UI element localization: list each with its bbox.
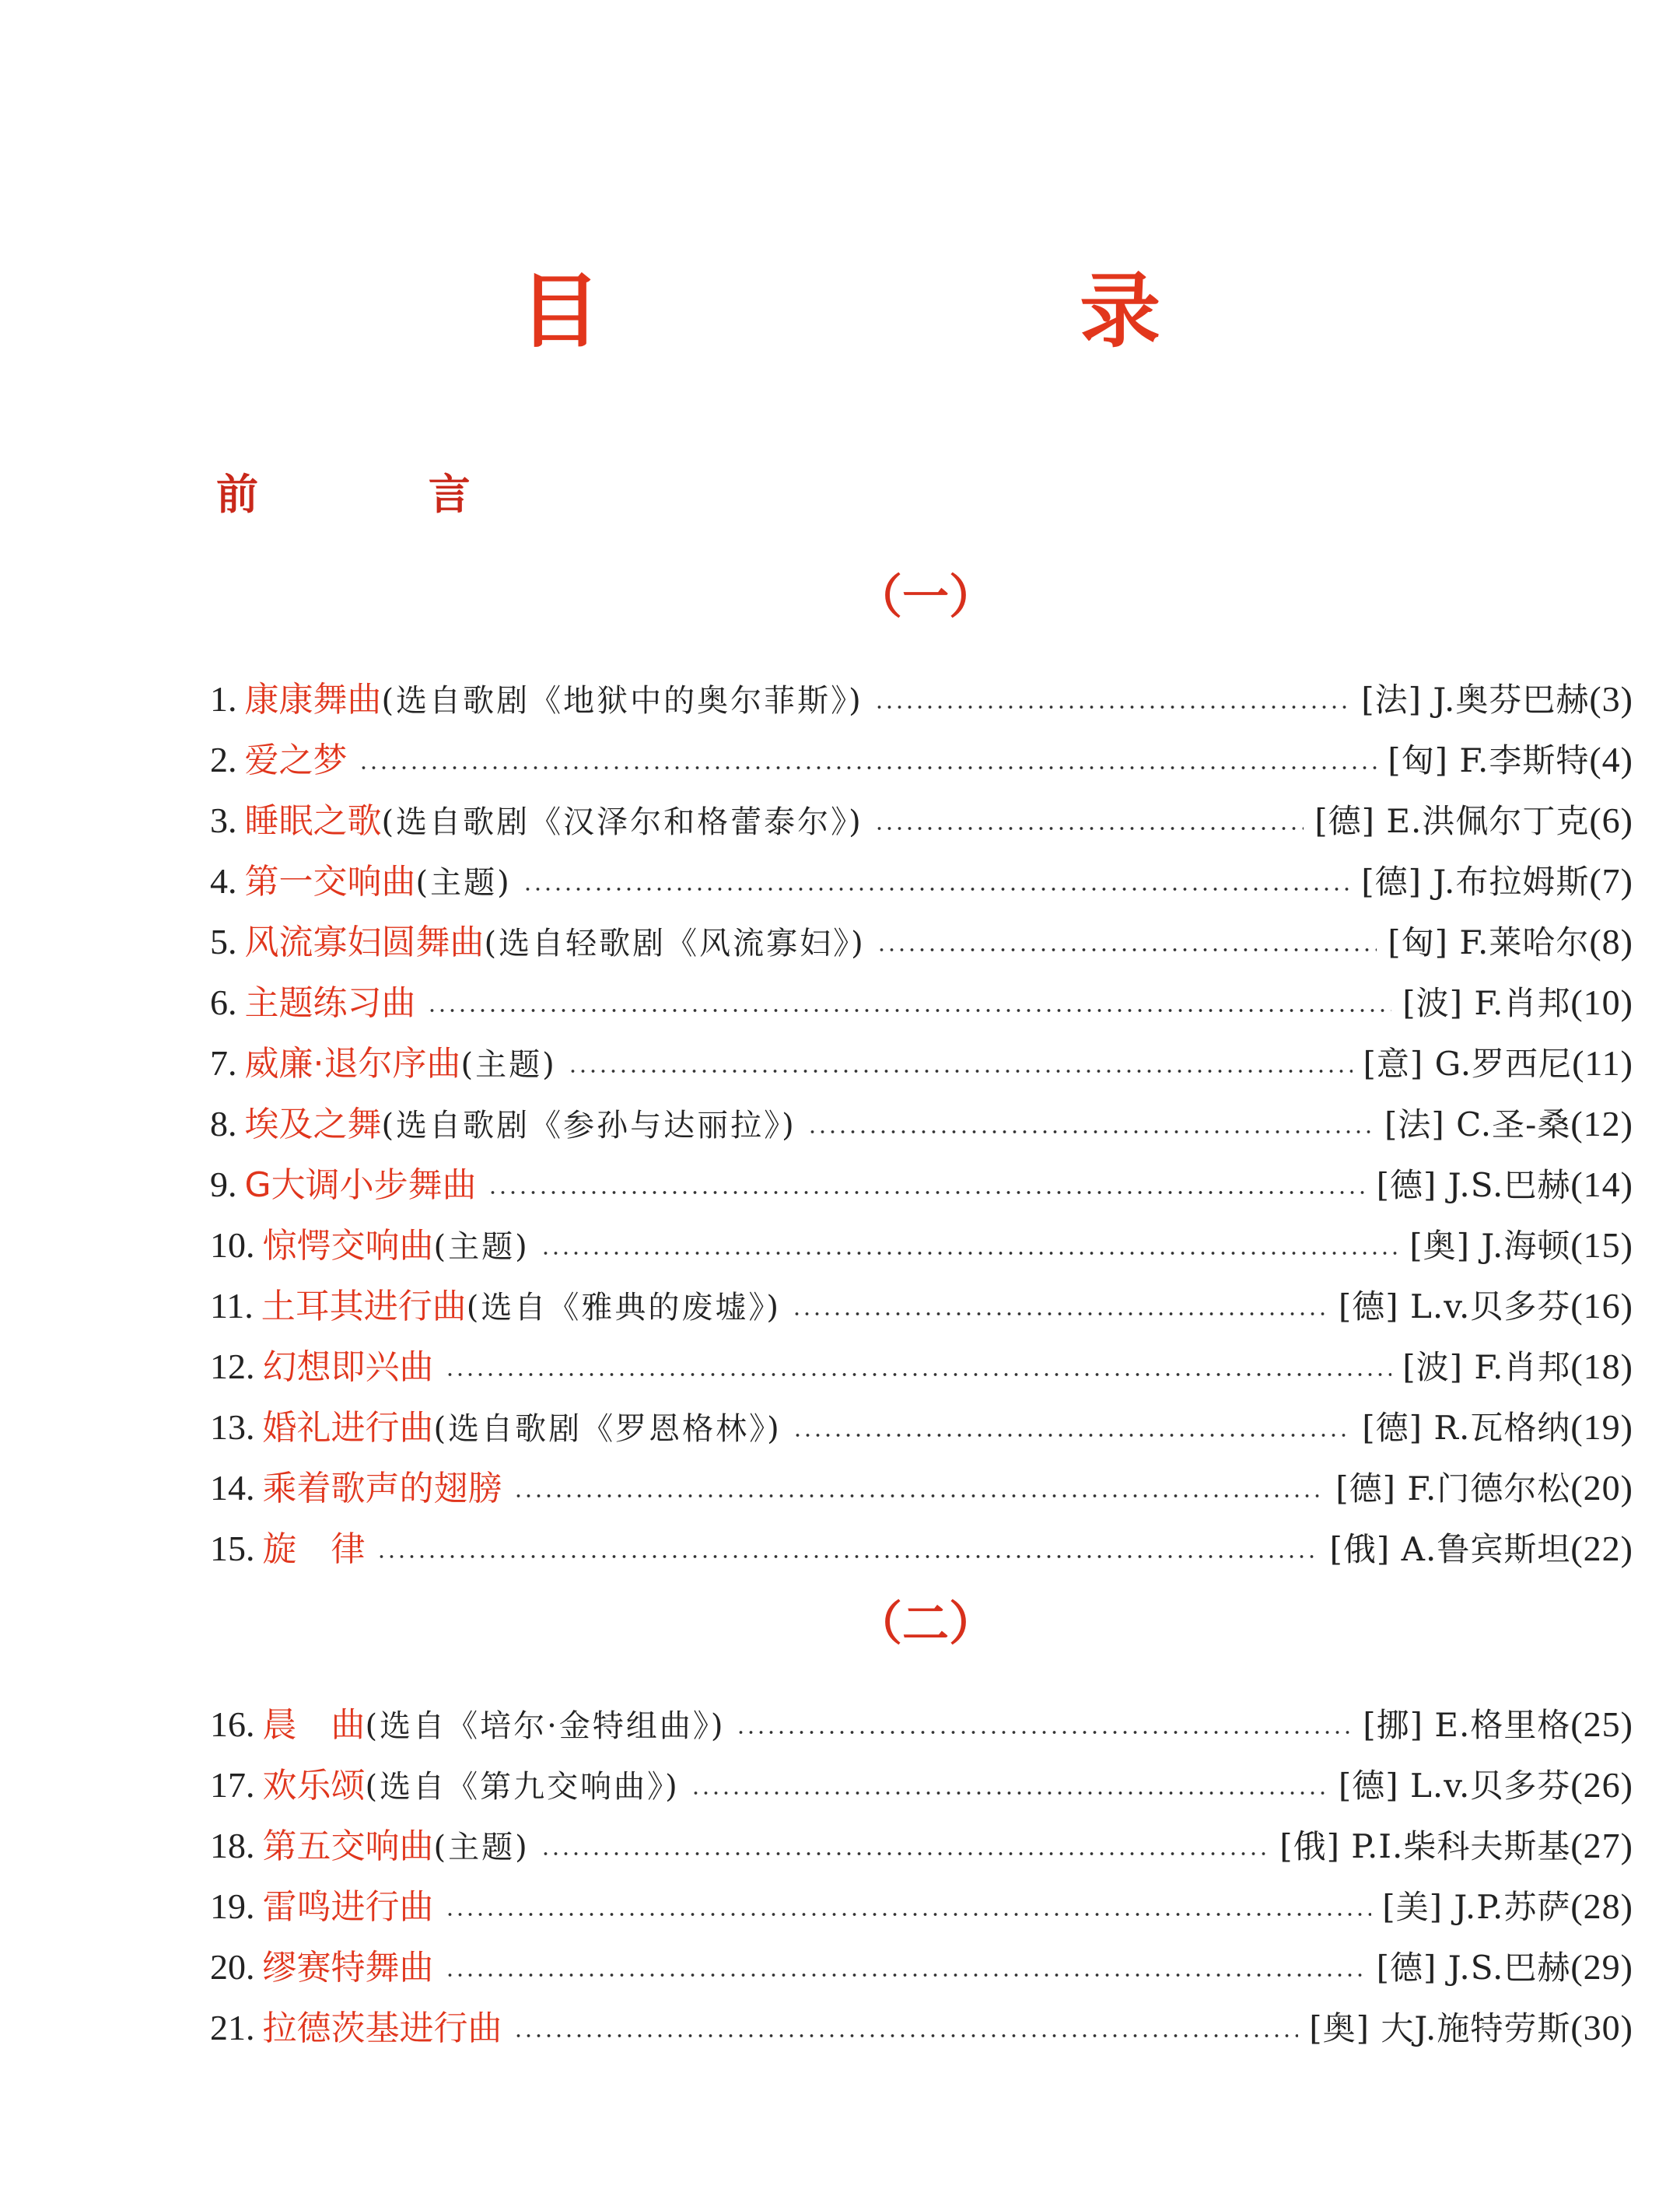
entry-number: 20. (210, 1947, 255, 1987)
entry-number: 19. (210, 1886, 255, 1926)
entry-page-number: (3) (1589, 679, 1633, 719)
entry-attribution (1388, 912, 1633, 973)
entry-page-number: (20) (1570, 1468, 1633, 1508)
entry-page-number: (25) (1570, 1704, 1633, 1744)
entry-title[interactable]: G大调小步舞曲 (244, 1165, 477, 1205)
entry-composer: [德] J.S.巴赫 (1376, 1949, 1571, 1987)
entry-attribution (1339, 1276, 1633, 1337)
entry-note: (选自歌剧《参孙与达丽拉》) (381, 1108, 796, 1144)
toc-list-section-2 (210, 1694, 1633, 2058)
toc-entry[interactable] (210, 790, 1633, 851)
entry-attribution (1362, 1397, 1633, 1459)
entry-attribution (1363, 1694, 1633, 1756)
entry-page-number: (14) (1570, 1165, 1633, 1204)
entry-title[interactable]: 土耳其进行曲 (261, 1287, 467, 1326)
entry-note: (主题) (433, 1830, 530, 1865)
entry-composer: [德] J.S.巴赫 (1376, 1166, 1571, 1204)
dot-leader (445, 1974, 1366, 1977)
toc-entry[interactable] (210, 1458, 1633, 1518)
entry-page-number: (7) (1589, 861, 1633, 901)
entry-title[interactable]: 惊愕交响曲 (262, 1226, 434, 1266)
entry-title[interactable]: 雷鸣进行曲 (262, 1887, 434, 1927)
entry-number: 16. (210, 1704, 255, 1744)
entry-attribution (1409, 1215, 1633, 1277)
entry-title[interactable]: 欢乐颂 (262, 1766, 366, 1805)
section-heading-2: （二） (856, 1597, 996, 1651)
entry-page-number: (26) (1570, 1765, 1633, 1805)
entry-page-number: (29) (1570, 1947, 1633, 1987)
entry-title[interactable]: 拉德茨基进行曲 (262, 2009, 502, 2048)
dot-leader (513, 2034, 1299, 2037)
entry-composer: [波] F.肖邦 (1402, 984, 1571, 1022)
entry-number: 9. (210, 1165, 237, 1204)
entry-attribution (1361, 851, 1633, 912)
entry-attribution (1388, 730, 1633, 791)
entry-note: (选自歌剧《地狱中的奥尔菲斯》) (381, 683, 863, 719)
entry-page-number: (11) (1572, 1043, 1633, 1083)
dot-leader (427, 1009, 1392, 1012)
entry-attribution (1330, 1518, 1633, 1580)
entry-composer: [德] E.洪佩尔丁克 (1314, 802, 1590, 840)
entry-number: 5. (210, 922, 237, 961)
toc-entry[interactable] (210, 1336, 1633, 1397)
dot-leader (376, 1555, 1319, 1558)
entry-composer: [意] G.罗西尼 (1363, 1045, 1573, 1083)
toc-entry[interactable] (210, 1816, 1633, 1876)
entry-title[interactable]: 埃及之舞 (244, 1105, 382, 1144)
entry-attribution (1402, 1336, 1633, 1398)
toc-entry[interactable] (210, 851, 1633, 912)
entry-number: 7. (210, 1043, 237, 1083)
dot-leader (513, 1494, 1325, 1497)
preface-link[interactable]: 前 言 (216, 469, 548, 519)
entry-page-number: (12) (1570, 1104, 1633, 1144)
entry-number: 12. (210, 1347, 255, 1386)
entry-attribution (1402, 972, 1633, 1034)
entry-number: 3. (210, 800, 237, 840)
entry-note: (选自《培尔·金特组曲》) (365, 1708, 726, 1744)
entry-page-number: (15) (1570, 1225, 1633, 1265)
entry-attribution (1382, 1876, 1633, 1938)
dot-leader (445, 1913, 1372, 1916)
entry-title[interactable]: 第一交响曲 (244, 862, 416, 902)
entry-number: 6. (210, 982, 237, 1022)
entry-page-number: (27) (1570, 1826, 1633, 1865)
entry-number: 2. (210, 740, 237, 779)
entry-note: (选自歌剧《汉泽尔和格蕾泰尔》) (381, 804, 863, 840)
dot-leader (359, 766, 1377, 769)
entry-composer: [德] J.布拉姆斯 (1361, 863, 1590, 901)
toc-entry[interactable] (210, 1094, 1633, 1154)
dot-leader (807, 1130, 1374, 1133)
toc-entry[interactable] (210, 1876, 1633, 1937)
entry-composer: [德] L.v.贝多芬 (1338, 1287, 1571, 1326)
entry-composer: [美] J.P.苏萨 (1382, 1888, 1571, 1926)
entry-title[interactable]: 第五交响曲 (262, 1827, 434, 1866)
dot-leader (736, 1731, 1352, 1734)
entry-composer: [挪] E.格里格 (1363, 1706, 1571, 1744)
entry-number: 4. (210, 861, 237, 901)
entry-attribution (1384, 1094, 1633, 1155)
entry-number: 8. (210, 1104, 237, 1144)
entry-number: 21. (210, 2008, 255, 2047)
dot-leader (877, 948, 1377, 951)
entry-note: (选自歌剧《罗恩格林》) (433, 1411, 782, 1447)
dot-leader (523, 888, 1351, 891)
page-title: 目 录 (519, 263, 1387, 359)
entry-composer: [奥] 大J.施特劳斯 (1309, 2009, 1571, 2047)
toc-entry[interactable] (210, 1154, 1633, 1215)
entry-attribution (1377, 1154, 1633, 1216)
entry-number: 13. (210, 1407, 255, 1447)
entry-title[interactable]: 缪赛特舞曲 (262, 1948, 434, 1988)
section-heading-1: （一） (856, 570, 996, 625)
entry-note: (选自轻歌剧《风流寡妇》) (484, 926, 866, 961)
entry-title[interactable]: 康康舞曲 (244, 680, 382, 720)
entry-note: (主题) (415, 865, 512, 901)
entry-title[interactable]: 睡眠之歌 (244, 801, 382, 841)
entry-page-number: (18) (1570, 1347, 1633, 1386)
dot-leader (691, 1791, 1328, 1795)
entry-number: 10. (210, 1225, 255, 1265)
entry-note: (选自《第九交响曲》) (365, 1769, 680, 1805)
entry-composer: [匈] F.莱哈尔 (1388, 923, 1590, 961)
toc-list-section-1 (210, 669, 1633, 1579)
dot-leader (874, 706, 1351, 709)
entry-page-number: (4) (1589, 740, 1633, 779)
entry-title[interactable]: 爱之梦 (244, 741, 348, 780)
entry-page-number: (10) (1570, 982, 1633, 1022)
toc-entry[interactable] (210, 972, 1633, 1033)
entry-number: 11. (210, 1286, 254, 1326)
toc-entry[interactable] (210, 1033, 1633, 1094)
dot-leader (793, 1434, 1352, 1437)
entry-number: 14. (210, 1468, 255, 1508)
entry-attribution (1377, 1937, 1633, 1998)
entry-number: 1. (210, 679, 237, 719)
entry-composer: [奥] J.海顿 (1409, 1227, 1571, 1265)
entry-title[interactable]: 主题练习曲 (244, 983, 416, 1023)
toc-entry[interactable] (210, 1694, 1633, 1755)
dot-leader (568, 1070, 1353, 1073)
entry-composer: [俄] A.鲁宾斯坦 (1329, 1530, 1571, 1568)
entry-title[interactable]: 乘着歌声的翅膀 (262, 1469, 502, 1508)
toc-entry[interactable] (210, 1276, 1633, 1336)
toc-entry[interactable] (210, 730, 1633, 790)
entry-attribution (1339, 1755, 1633, 1816)
entry-attribution (1363, 1033, 1633, 1094)
entry-composer: [匈] F.李斯特 (1388, 741, 1590, 779)
entry-page-number: (22) (1570, 1529, 1633, 1568)
toc-entry[interactable] (210, 1397, 1633, 1458)
entry-title[interactable]: 旋 律 (262, 1529, 366, 1569)
toc-entry[interactable] (210, 1215, 1633, 1276)
entry-composer: [波] F.肖邦 (1402, 1348, 1571, 1386)
dot-leader (488, 1191, 1366, 1194)
entry-composer: [德] R.瓦格纳 (1362, 1409, 1571, 1447)
toc-entry[interactable] (210, 669, 1633, 730)
entry-title[interactable]: 幻想即兴曲 (262, 1347, 434, 1387)
entry-title[interactable]: 威廉·退尔序曲 (244, 1044, 461, 1084)
entry-composer: [法] J.奥芬巴赫 (1361, 681, 1590, 719)
entry-page-number: (28) (1570, 1886, 1633, 1926)
dot-leader (874, 827, 1304, 830)
entry-number: 17. (210, 1765, 255, 1805)
entry-composer: [德] L.v.贝多芬 (1338, 1767, 1571, 1805)
entry-page-number: (19) (1570, 1407, 1633, 1447)
toc-entry[interactable] (210, 1755, 1633, 1816)
entry-title[interactable]: 婚礼进行曲 (262, 1408, 434, 1448)
entry-page-number: (6) (1589, 800, 1633, 840)
entry-composer: [德] F.门德尔松 (1335, 1469, 1571, 1508)
toc-entry[interactable] (210, 1518, 1633, 1579)
entry-attribution (1309, 1998, 1633, 2059)
dot-leader (792, 1312, 1328, 1315)
dot-leader (445, 1373, 1392, 1376)
entry-composer: [俄] P.I.柴科夫斯基 (1279, 1827, 1571, 1865)
entry-attribution (1361, 669, 1633, 730)
entry-page-number: (30) (1570, 2008, 1633, 2047)
entry-attribution (1279, 1816, 1633, 1877)
entry-note: (主题) (460, 1047, 557, 1083)
toc-entry[interactable] (210, 1937, 1633, 1998)
entry-note: (选自《雅典的废墟》) (466, 1290, 782, 1326)
entry-note: (主题) (433, 1229, 530, 1265)
dot-leader (541, 1852, 1269, 1855)
dot-leader (541, 1252, 1399, 1255)
toc-entry[interactable] (210, 912, 1633, 972)
entry-page-number: (16) (1570, 1286, 1633, 1326)
entry-attribution (1314, 790, 1633, 852)
toc-entry[interactable] (210, 1998, 1633, 2058)
entry-composer: [法] C.圣-桑 (1384, 1105, 1571, 1144)
entry-page-number: (8) (1589, 922, 1633, 961)
entry-title[interactable]: 风流寡妇圆舞曲 (244, 923, 485, 962)
entry-title[interactable]: 晨 曲 (262, 1705, 366, 1745)
entry-number: 15. (210, 1529, 255, 1568)
entry-number: 18. (210, 1826, 255, 1865)
entry-attribution (1335, 1458, 1633, 1519)
